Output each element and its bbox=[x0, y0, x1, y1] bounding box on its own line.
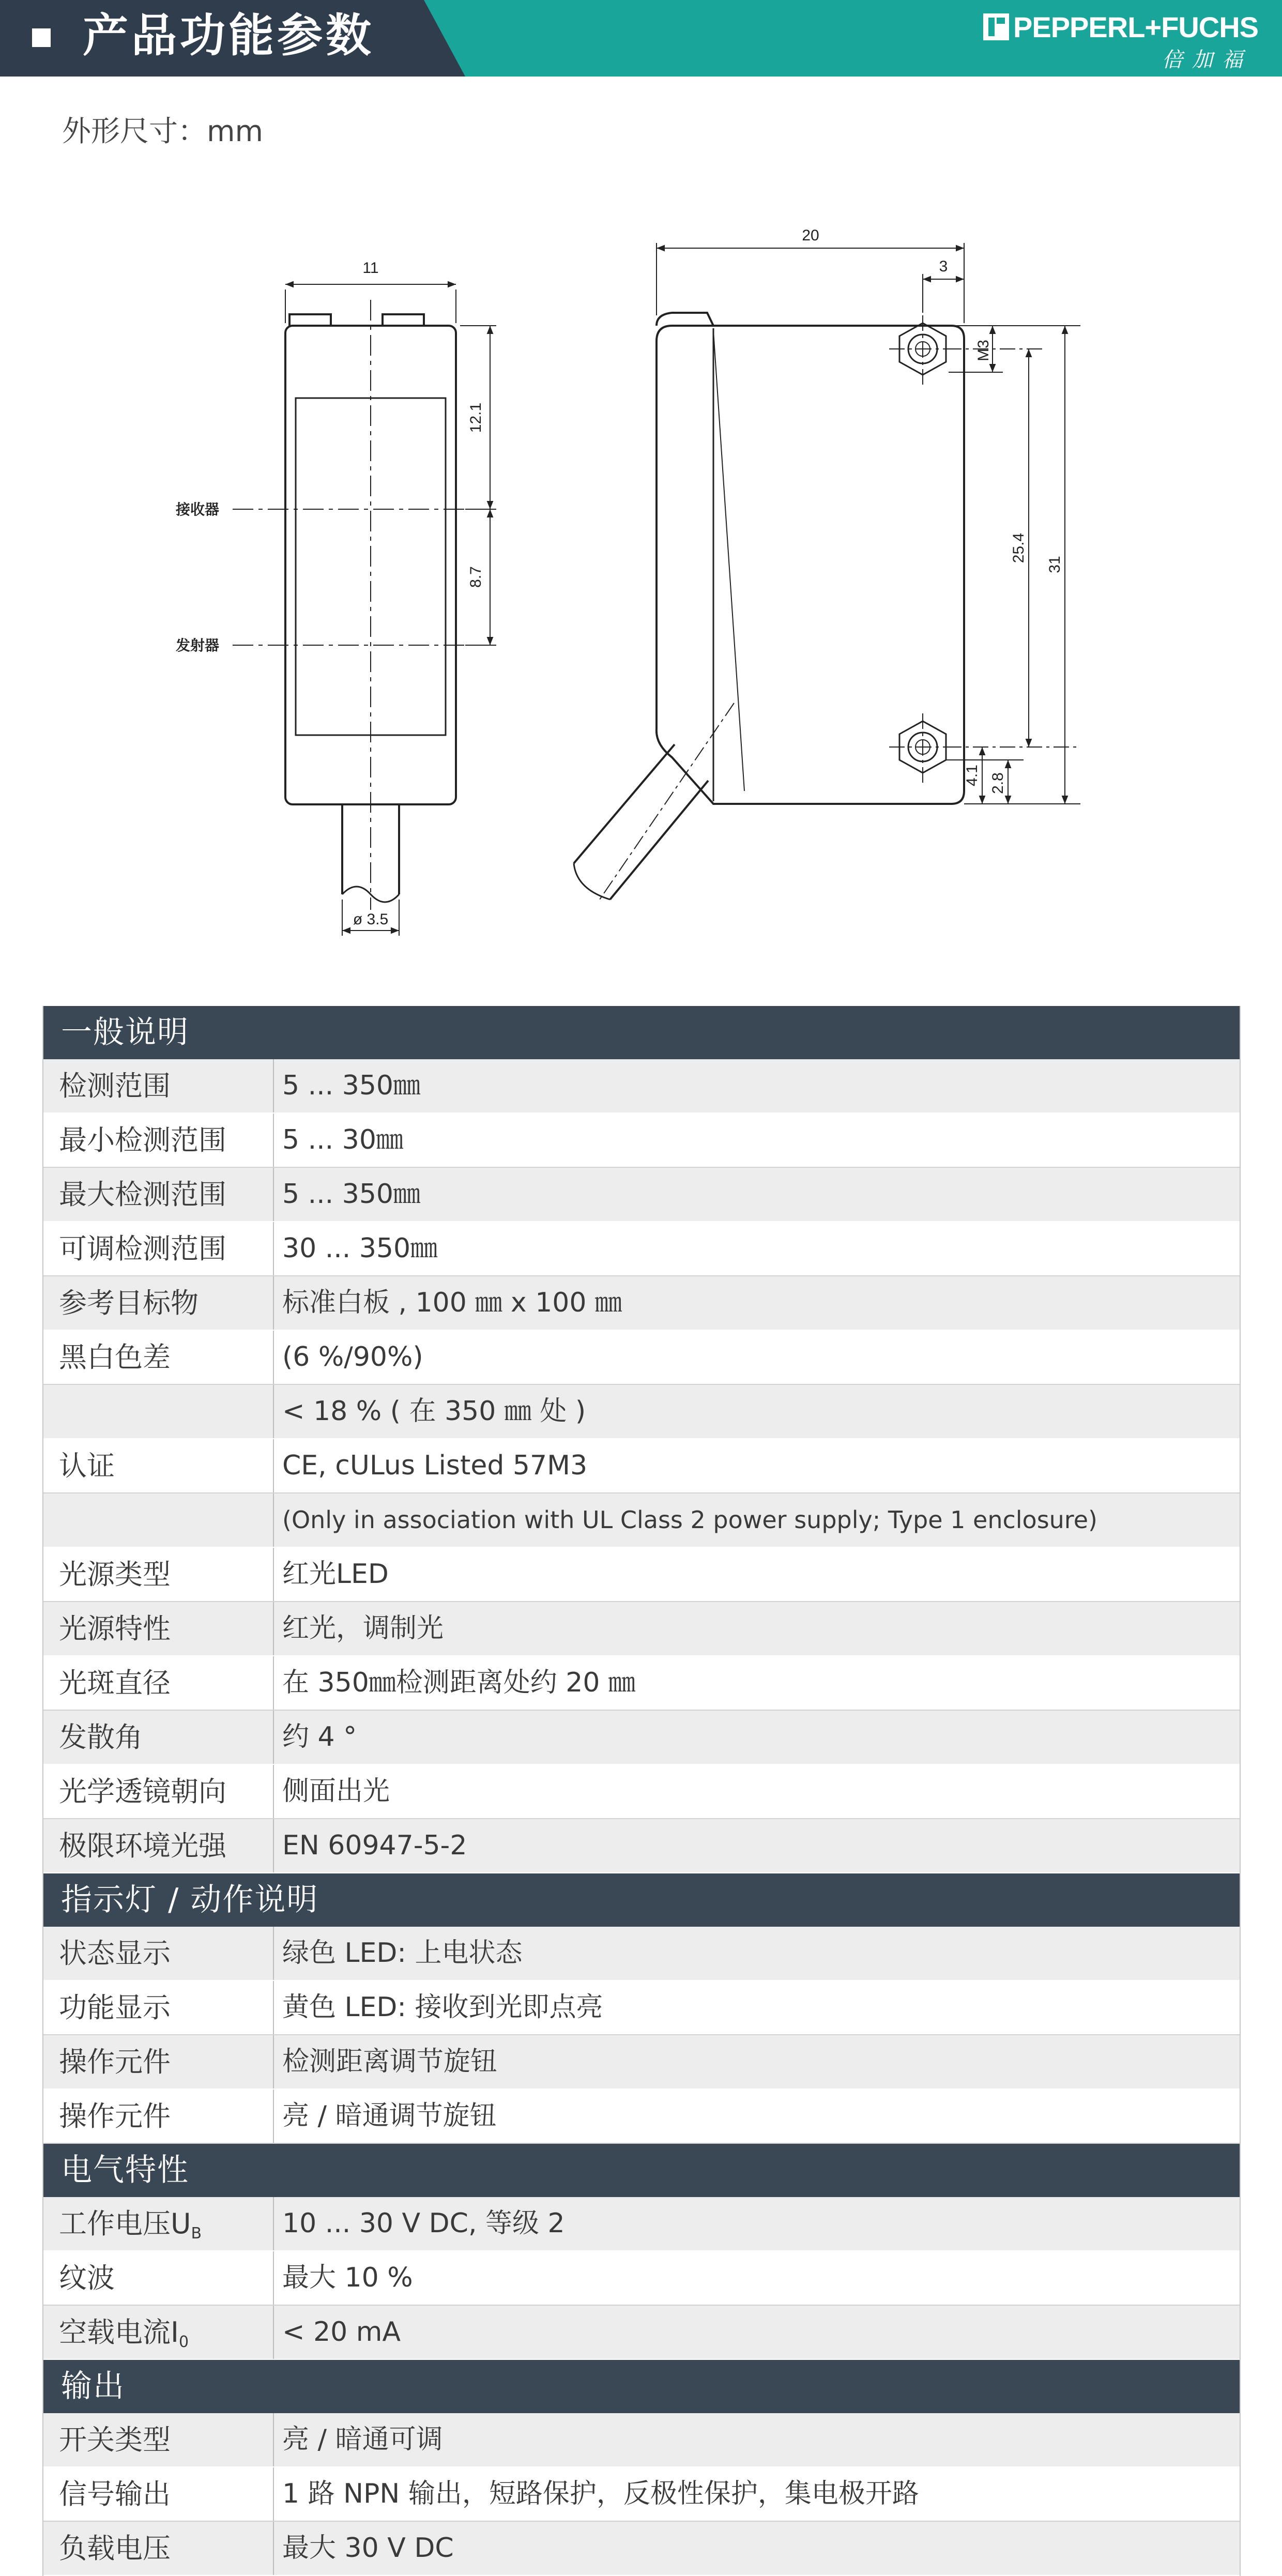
row-value: 检测距离调节旋钮 bbox=[282, 2046, 498, 2077]
row-value: (Only in association with UL Class 2 power supply; Type 1 enclosure) bbox=[282, 1506, 1097, 1534]
table-row bbox=[43, 1602, 1240, 1656]
row-label bbox=[43, 2197, 274, 2250]
row-value: 在 350㎜检测距离处约 20 ㎜ bbox=[282, 1667, 636, 1698]
row-label: 信号输出 bbox=[43, 2467, 274, 2521]
page-title: 产品功能参数 bbox=[83, 9, 375, 62]
row-label: 参考目标物 bbox=[43, 1276, 274, 1330]
row-label bbox=[43, 1385, 274, 1438]
row-value: 30 ... 350㎜ bbox=[282, 1233, 438, 1264]
row-label bbox=[43, 2251, 274, 2305]
row-label: 开关类型 bbox=[43, 2413, 274, 2466]
row-value: (6 %/90%) bbox=[282, 1342, 423, 1373]
dim-front-12-1: 12.1 bbox=[467, 402, 484, 433]
table-row bbox=[43, 1548, 1240, 1602]
table-row bbox=[43, 2467, 1240, 2522]
row-value: 5 ... 350㎜ bbox=[282, 1179, 420, 1210]
row-value: 5 ... 30㎜ bbox=[282, 1124, 403, 1155]
row-label: 认证 bbox=[43, 1439, 274, 1492]
table-row bbox=[43, 2413, 1240, 2467]
table-row bbox=[43, 1276, 1240, 1331]
side-cable bbox=[574, 744, 708, 900]
row-label bbox=[43, 1493, 274, 1547]
table-row bbox=[43, 1493, 1240, 1548]
table-row bbox=[43, 1711, 1240, 1765]
dim-side-offset: 3 bbox=[939, 258, 948, 275]
row-label: 可调检测范围 bbox=[43, 1222, 274, 1275]
table-row bbox=[43, 2035, 1240, 2090]
front-top-notch-left bbox=[289, 314, 331, 326]
table-row bbox=[43, 1385, 1240, 1439]
dim-cable-diameter: ø 3.5 bbox=[353, 911, 389, 928]
row-label: 状态显示 bbox=[43, 1927, 274, 1980]
row-label-text: 工作电压U bbox=[59, 2207, 191, 2240]
row-value: 约 4 ° bbox=[282, 1721, 357, 1752]
row-value: 1 路 NPN 输出，短路保护，反极性保护，集电极开路 bbox=[282, 2478, 919, 2509]
table-row bbox=[43, 1439, 1240, 1493]
row-label: 操作元件 bbox=[43, 2090, 274, 2143]
row-value: 黄色 LED: 接收到光即点亮 bbox=[282, 1992, 603, 2023]
square-bullet-icon bbox=[32, 28, 51, 47]
row-label: 发散角 bbox=[43, 1711, 274, 1764]
table-row bbox=[43, 2306, 1240, 2360]
row-label: 负载电压 bbox=[43, 2522, 274, 2575]
section-header-general: 一般说明 bbox=[43, 1006, 1240, 1059]
table-row bbox=[43, 1927, 1240, 1981]
dim-front-8-7: 8.7 bbox=[467, 566, 484, 588]
dim-side-25-4: 25.4 bbox=[1010, 532, 1027, 563]
dim-thread: M3 bbox=[975, 340, 992, 361]
row-label: 极限环境光强 bbox=[43, 1819, 274, 1872]
row-value: < 20 mA bbox=[282, 2316, 401, 2348]
table-row bbox=[43, 2522, 1240, 2576]
section-header-electrical: 电气特性 bbox=[43, 2144, 1240, 2197]
table-row bbox=[43, 1222, 1240, 1276]
brand-name: PEPPERL+FUCHS bbox=[1013, 11, 1258, 43]
table-row bbox=[43, 1114, 1240, 1168]
sensor-side-body bbox=[657, 326, 964, 804]
label-subscript: 0 bbox=[178, 2333, 189, 2351]
brand-name-cn: 倍加福 bbox=[1162, 48, 1252, 72]
row-value: 红光LED bbox=[282, 1559, 389, 1590]
row-label: 光斑直径 bbox=[43, 1656, 274, 1710]
table-row bbox=[43, 1819, 1240, 1873]
dim-side-width: 20 bbox=[802, 227, 819, 244]
label-subscript: B bbox=[191, 2224, 202, 2243]
row-value: EN 60947-5-2 bbox=[282, 1830, 467, 1861]
row-value: 亮 / 暗通调节旋钮 bbox=[282, 2100, 497, 2131]
dimension-caption: 外形尺寸：mm bbox=[62, 115, 264, 148]
page-header bbox=[0, 0, 1282, 77]
row-label: 最大检测范围 bbox=[43, 1168, 274, 1221]
row-value: 亮 / 暗通可调 bbox=[282, 2424, 443, 2455]
row-label: 功能显示 bbox=[43, 1981, 274, 2034]
row-value: 5 ... 350㎜ bbox=[282, 1070, 420, 1101]
table-row bbox=[43, 1331, 1240, 1385]
row-value: CE, cULus Listed 57M3 bbox=[282, 1450, 588, 1481]
row-value: 最大 10 % bbox=[282, 2262, 413, 2293]
dim-side-4-1: 4.1 bbox=[964, 765, 981, 786]
table-row bbox=[43, 1765, 1240, 1819]
brand-mark-icon bbox=[983, 13, 1009, 40]
row-value: 最大 30 V DC bbox=[282, 2533, 454, 2564]
dimension-drawing-svg bbox=[155, 196, 1127, 972]
section-header-indicator: 指示灯 / 动作说明 bbox=[43, 1873, 1240, 1927]
row-value: 10 ... 30 V DC, 等级 2 bbox=[282, 2208, 565, 2239]
row-label-text: 空载电流I bbox=[59, 2316, 179, 2349]
row-label: 检测范围 bbox=[43, 1059, 274, 1112]
row-value: < 18 % ( 在 350 ㎜ 处 ) bbox=[282, 1396, 586, 1427]
table-row bbox=[43, 2197, 1240, 2251]
dim-front-width: 11 bbox=[362, 260, 379, 277]
table-row bbox=[43, 1059, 1240, 1114]
table-row bbox=[43, 1656, 1240, 1711]
side-top-cap bbox=[657, 313, 713, 326]
label-receiver: 接收器 bbox=[176, 501, 220, 518]
front-top-notch-right bbox=[383, 314, 424, 326]
row-label: 操作元件 bbox=[43, 2035, 274, 2089]
table-row bbox=[43, 1981, 1240, 2035]
dimension-drawing bbox=[155, 196, 1127, 972]
row-label-text: 纹波 bbox=[59, 2262, 115, 2294]
table-row bbox=[43, 2090, 1240, 2144]
brand-logo bbox=[983, 7, 1258, 72]
table-row bbox=[43, 1168, 1240, 1222]
row-label: 最小检测范围 bbox=[43, 1114, 274, 1167]
section-header-output: 输出 bbox=[43, 2360, 1240, 2413]
row-label bbox=[43, 2306, 274, 2359]
label-emitter: 发射器 bbox=[176, 637, 220, 654]
row-label: 黑白色差 bbox=[43, 1331, 274, 1384]
table-row bbox=[43, 2251, 1240, 2306]
dim-side-2-8: 2.8 bbox=[989, 772, 1006, 794]
dim-side-31: 31 bbox=[1046, 556, 1063, 573]
row-label: 光学透镜朝向 bbox=[43, 1765, 274, 1818]
row-value: 标准白板 , 100 ㎜ x 100 ㎜ bbox=[282, 1287, 622, 1318]
row-label: 光源特性 bbox=[43, 1602, 274, 1655]
row-value: 红光，调制光 bbox=[282, 1613, 444, 1644]
row-label: 光源类型 bbox=[43, 1548, 274, 1601]
row-value: 绿色 LED: 上电状态 bbox=[282, 1938, 523, 1969]
row-value: 侧面出光 bbox=[282, 1776, 390, 1807]
spec-table bbox=[42, 1006, 1241, 2576]
